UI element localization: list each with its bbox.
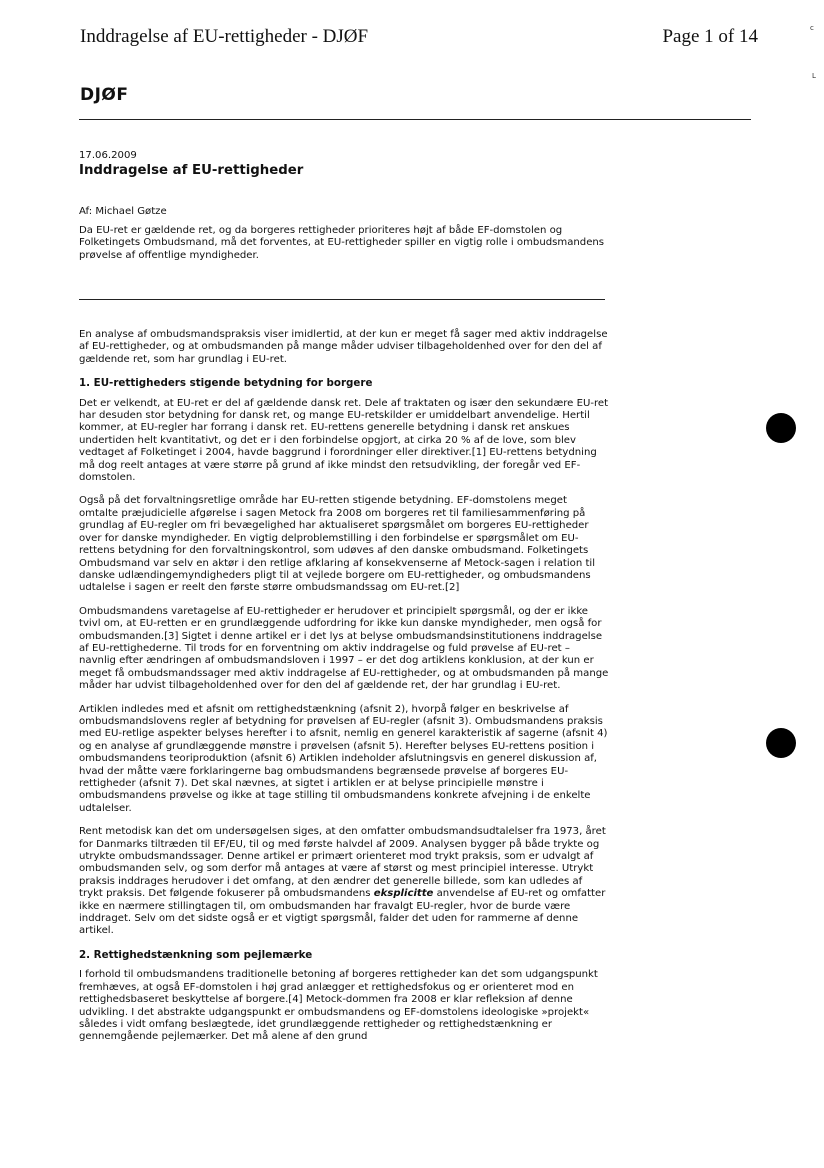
emphasis-text: eksplicitte [373,888,434,900]
scan-edge-mark: L [812,72,816,80]
print-header-title: Inddragelse af EU-rettigheder - DJØF [80,26,369,47]
punch-hole-mark [766,728,796,758]
paragraph-text: anvendelse af EU-ret og omfatter ikke en nærmere stillingtagen til, om ombudsmanden har fravalgt EU-regler, hvor de burde være inddraget. Selv om det sidste også er et vigtigt spørgsmål, falder det uden for rammerne af denne artikel. [79,888,606,937]
scan-edge-mark: c [810,24,814,32]
section-1-heading: 1. EU-rettigheders stigende betydning for borgere [79,377,373,390]
paragraph-text: Rent metodisk kan det om undersøgelsen siges, at den omfatter ombudsmandsudtalelser fra 1973, året for Danmarks tiltræden til EF/EU, til og med første halvdel af 2009. Analysen bygger på både trykte og utrykte ombudsmandssager. Denne artikel er primært orienteret mod trykt praksis, som er udvalgt af ombudsmanden selv, og som derfor må antages at være af størst og mest principiel interesse. Utrykt praksis inddrages herudover i det omfang, at den ændrer det generelle billede, som kan udledes af trykt praksis. Det følgende fokuserer på ombudsmandens [79,826,606,900]
section-2-heading: 2. Rettighedstænkning som pejlemærke [79,948,313,961]
section-1-paragraph: Artiklen indledes med et afsnit om rettighedstænkning (afsnit 2), hvorpå følger en beskrivelse af ombudsmandslovens regler af betydning for prøvelsen af EU-regler (afsnit 3). Ombudsmandens praksis med EU-retlige aspekter belyses herefter i to afsnit, nemlig en generel karakteristik af sagerne (afsnit 4) og en analyse af grundlæggende mønstre i prøvelsen (afsnit 5). Herefter belyses EU-rettens position i ombudsmandens teoriproduktion (afsnit 6) Artiklen indeholder afslutningsvis en generel diskussion af, hvad der måtte være forklaringerne bag ombudsmandens begrænsede prøvelse af borgeres EU-rettigheder (afsnit 7). Det skal nævnes, at sigtet i artiklen er at belyse principielle mønstre i ombudsmandens prøvelse og ikke at tage stilling til ombudsmandens konkrete afvejning i de enkelte udtalelser. [79,703,608,814]
lead-divider [79,299,605,300]
header-divider [79,119,751,120]
djof-logo: DJØF [80,85,129,105]
article-body [79,329,609,1055]
punch-hole-mark [766,413,796,443]
section-1-paragraph: Det er velkendt, at EU-ret er del af gældende dansk ret. Dele af traktaten og især den sekundære EU-ret har desuden stor betydning for dansk ret, og mange EU-retskilder er umiddelbart anvendelige. Hertil kommer, at EU-regler har forrang i dansk ret. EU-rettens generelle betydning i dansk ret anskues undertiden helt kvantitativt, og det er i den forbindelse opgjort, at cirka 20 % af de love, som blev vedtaget af Folketinget i 2004, havde baggrund i forordninger eller direktiver.[1] EU-rettens betydning må dog reelt antages at være større på grund af ikke mindst den retsudvikling, der foregår ved EF-domstolen. [79,397,609,484]
section-1-paragraph [79,826,609,938]
article-date: 17.06.2009 [79,150,137,161]
article-title: Inddragelse af EU-rettigheder [79,163,304,178]
section-1-paragraph: Ombudsmandens varetagelse af EU-rettigheder er herudover et principielt spørgsmål, og der er ikke tvivl om, at EU-retten er en grundlæggende udfordring for ikke kun danske myndigheder, men også for ombudsmanden.[3] Sigtet i denne artikel er i det lys at belyse ombudsmandsinstitutionens inddragelse af EU-rettighederne. Til trods for en forventning om aktiv inddragelse og fuld prøvelse af EU-ret – navnlig efter ændringen af ombudsmandsloven i 1997 – er det dog artiklens konklusion, at der kun er meget få ombudsmandssager med aktiv inddragelse af EU-rettigheder, og at ombudsmanden på mange måder har udvist tilbageholdenhed over for den del af gældende ret, der har grundlag i EU-ret. [79,605,609,692]
intro-paragraph: En analyse af ombudsmandspraksis viser imidlertid, at der kun er meget få sager med aktiv inddragelse af EU-rettigheder, og at ombudsmanden på mange måder udviser tilbageholdenhed over for den del af gældende ret, som har grundlag i EU-ret. [79,329,608,365]
article-lead: Da EU-ret er gældende ret, og da borgeres rettigheder prioriteres højt af både EF-domstolen og Folketingets Ombudsmand, må det forventes, at EU-rettigheder spiller en vigtig rolle i ombudsmandens prøvelse af offentlige myndigheder. [79,225,605,261]
article-author: Af: Michael Gøtze [79,206,167,217]
section-1-paragraph: Også på det forvaltningsretlige område har EU-retten stigende betydning. EF-domstolens meget omtalte præjudicielle afgørelse i sagen Metock fra 2008 om borgeres ret til familiesammenføring på grundlag af EU-regler om fri bevægelighed har aktualiseret spørgsmålet om borgeres EU-rettigheder over for danske myndigheder. En vigtig delproblemstilling i den forbindelse er spørgsmålet om EU-rettens betydning for den forvaltningskontrol, som udøves af den danske ombudsmand. Folketingets Ombudsmand var selv en aktør i den retlige afklaring af konsekvenserne af Metock-sagen i relation til danske udlændingemyndigheders pligt til at vejlede borgere om EU-rettigheder, og ombudsmandens udtalelse i sagen er reelt den første større ombudsmandssag om EU-ret.[2] [79,495,596,594]
page-indicator: Page 1 of 14 [662,26,758,47]
section-2-paragraph: I forhold til ombudsmandens traditionelle betoning af borgeres rettigheder kan det som udgangspunkt fremhæves, at også EF-domstolen i høj grad anlægger et rettighedsfokus og er orienteret mod en rettighedsbaseret beskyttelse af borgere.[4] Metock-dommen fra 2008 er klar refleksion af denne udvikling. I det abstrakte udgangspunkt er ombudsmandens og EF-domstolens ideologiske »projekt« således i vidt omfang beslægtede, idet grundlæggende rettigheder og rettighedstænkning er gennemgående pejlemærker. Det må alene af den grund [79,969,598,1043]
